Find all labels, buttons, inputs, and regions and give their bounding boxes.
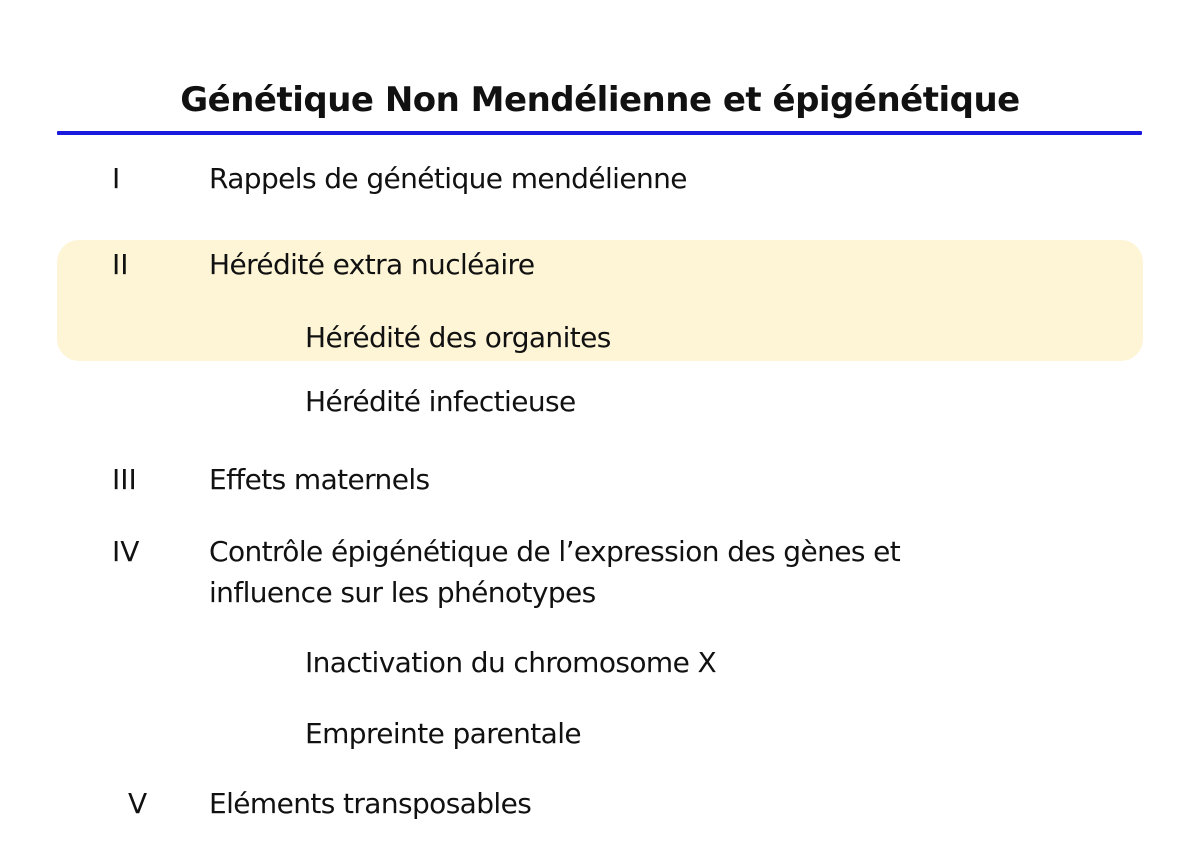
section-label-iv-line1: Contrôle épigénétique de l’expression des gènes et [209, 535, 901, 568]
section-label-iv-line2: influence sur les phénotypes [209, 576, 596, 609]
slide-title: Génétique Non Mendélienne et épigénétique [180, 80, 1020, 120]
section-label-iii: Effets maternels [209, 463, 430, 496]
section-numeral-i: I [112, 162, 121, 195]
subitem-empreinte: Empreinte parentale [305, 717, 582, 750]
section-numeral-ii: II [112, 248, 129, 281]
title-underline [57, 131, 1142, 135]
subitem-inactivation: Inactivation du chromosome X [305, 646, 717, 679]
section-label-ii: Hérédité extra nucléaire [209, 248, 535, 281]
section-label-i: Rappels de génétique mendélienne [209, 162, 687, 195]
section-numeral-v: V [128, 787, 148, 820]
section-numeral-iii: III [112, 463, 137, 496]
subitem-infectieuse: Hérédité infectieuse [305, 385, 576, 418]
section-label-v: Eléments transposables [209, 787, 532, 820]
section-numeral-iv: IV [112, 535, 140, 568]
subitem-organites: Hérédité des organites [305, 321, 611, 354]
